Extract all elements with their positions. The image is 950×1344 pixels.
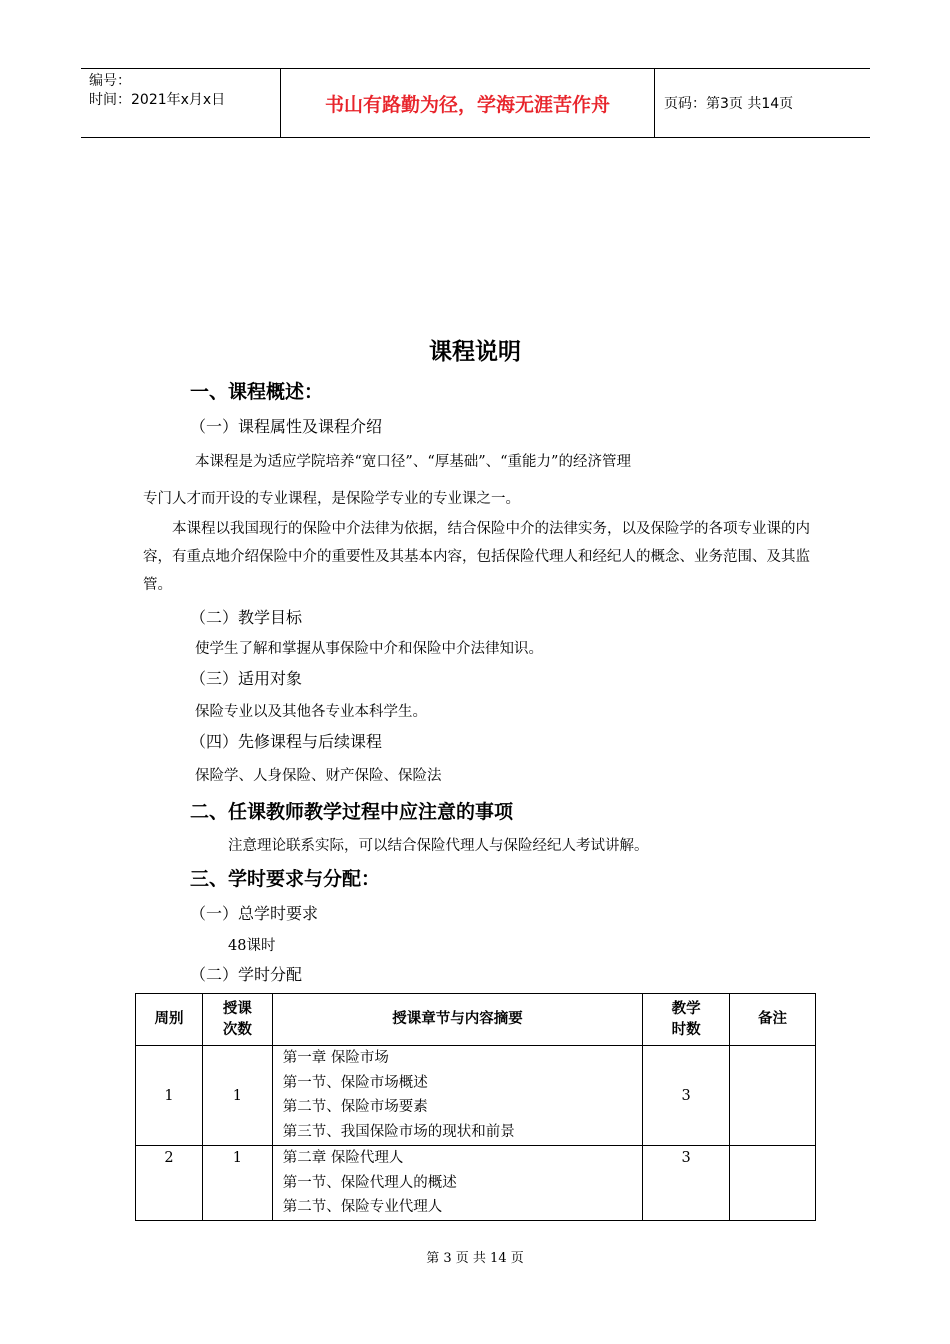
content-line: 第二章 保险代理人 bbox=[282, 1150, 404, 1166]
header-content: 授课章节与内容摘要 bbox=[272, 994, 642, 1046]
table-row bbox=[136, 1046, 816, 1146]
content-line: 第三节、我国保险市场的现状和前景 bbox=[282, 1123, 515, 1140]
cell-week: 2 bbox=[136, 1146, 203, 1221]
section-heading-hours: 三、学时要求与分配： bbox=[190, 868, 381, 890]
subheading-teaching-goals: （二）教学目标 bbox=[190, 608, 303, 627]
cell-content bbox=[272, 1046, 642, 1146]
header-motto: 书山有路勤为径，学海无涯苦作舟 bbox=[281, 69, 655, 137]
subheading-total-hours: （一）总学时要求 bbox=[190, 904, 319, 923]
cell-content bbox=[272, 1146, 642, 1221]
header-hours-line2: 时数 bbox=[671, 1021, 701, 1038]
subheading-course-attributes: （一）课程属性及课程介绍 bbox=[190, 417, 383, 436]
paragraph-intro-line2: 专门人才而开设的专业课程，是保险学专业的专业课之一。 bbox=[143, 491, 520, 507]
header-times-line1: 授课 bbox=[222, 1000, 252, 1017]
paragraph-course-content: 本课程以我国现行的保险中介法律为依据，结合保险中介的法律实务，以及保险学的各项专业课的内容，有重点地介绍保险中介的重要性及其基本内容，包括保险代理人和经纪人的概念、业务范围、及其监管。 bbox=[143, 521, 810, 593]
content-line: 第二节、保险专业代理人 bbox=[282, 1199, 443, 1215]
header-meta-cell bbox=[81, 69, 281, 137]
cell-hours: 3 bbox=[643, 1146, 730, 1221]
prerequisites-text: 保险学、人身保险、财产保险、保险法 bbox=[195, 768, 442, 784]
time-label: 时间：2021年x月x日 bbox=[89, 92, 226, 108]
teaching-goals-text: 使学生了解和掌握从事保险中介和保险中介法律知识。 bbox=[195, 641, 543, 657]
content-line: 第一章 保险市场 bbox=[282, 1050, 389, 1066]
cell-note bbox=[730, 1146, 816, 1221]
table-row bbox=[136, 1146, 816, 1221]
number-label: 编号： bbox=[89, 73, 131, 89]
subheading-target-audience: （三）适用对象 bbox=[190, 669, 303, 688]
target-audience-text: 保险专业以及其他各专业本科学生。 bbox=[195, 704, 427, 720]
section-heading-overview: 一、课程概述： bbox=[190, 381, 324, 403]
header-note: 备注 bbox=[730, 994, 816, 1046]
total-hours-text: 48课时 bbox=[228, 938, 276, 954]
section-heading-teacher-notes: 二、任课教师教学过程中应注意的事项 bbox=[190, 801, 514, 823]
subheading-hour-allocation: （二）学时分配 bbox=[190, 965, 303, 984]
cell-hours: 3 bbox=[643, 1046, 730, 1146]
header-hours-line1: 教学 bbox=[671, 1000, 701, 1017]
header-times-line2: 次数 bbox=[222, 1021, 252, 1038]
cell-week: 1 bbox=[136, 1046, 203, 1146]
cell-note bbox=[730, 1046, 816, 1146]
schedule-table bbox=[135, 993, 816, 1221]
paragraph-intro-line1: 本课程是为适应学院培养“宽口径”、“厚基础”、“重能力”的经济管理 bbox=[195, 454, 631, 470]
content-line: 第二节、保险市场要素 bbox=[282, 1099, 428, 1115]
subheading-prerequisites: （四）先修课程与后续课程 bbox=[190, 732, 383, 751]
cell-times: 1 bbox=[202, 1046, 272, 1146]
cell-times: 1 bbox=[202, 1146, 272, 1221]
header-week: 周别 bbox=[136, 994, 203, 1046]
table-header-row bbox=[136, 994, 816, 1046]
teacher-notes-text: 注意理论联系实际，可以结合保险代理人与保险经纪人考试讲解。 bbox=[228, 838, 649, 854]
content-line: 第一节、保险市场概述 bbox=[282, 1074, 428, 1091]
page-title: 课程说明 bbox=[429, 339, 521, 365]
document-header bbox=[81, 68, 870, 138]
content-line: 第一节、保险代理人的概述 bbox=[282, 1174, 457, 1191]
header-times bbox=[202, 994, 272, 1046]
page-footer: 第 3 页 共 14 页 bbox=[426, 1251, 524, 1266]
header-page-info: 页码：第3页 共14页 bbox=[664, 96, 794, 112]
header-hours bbox=[643, 994, 730, 1046]
